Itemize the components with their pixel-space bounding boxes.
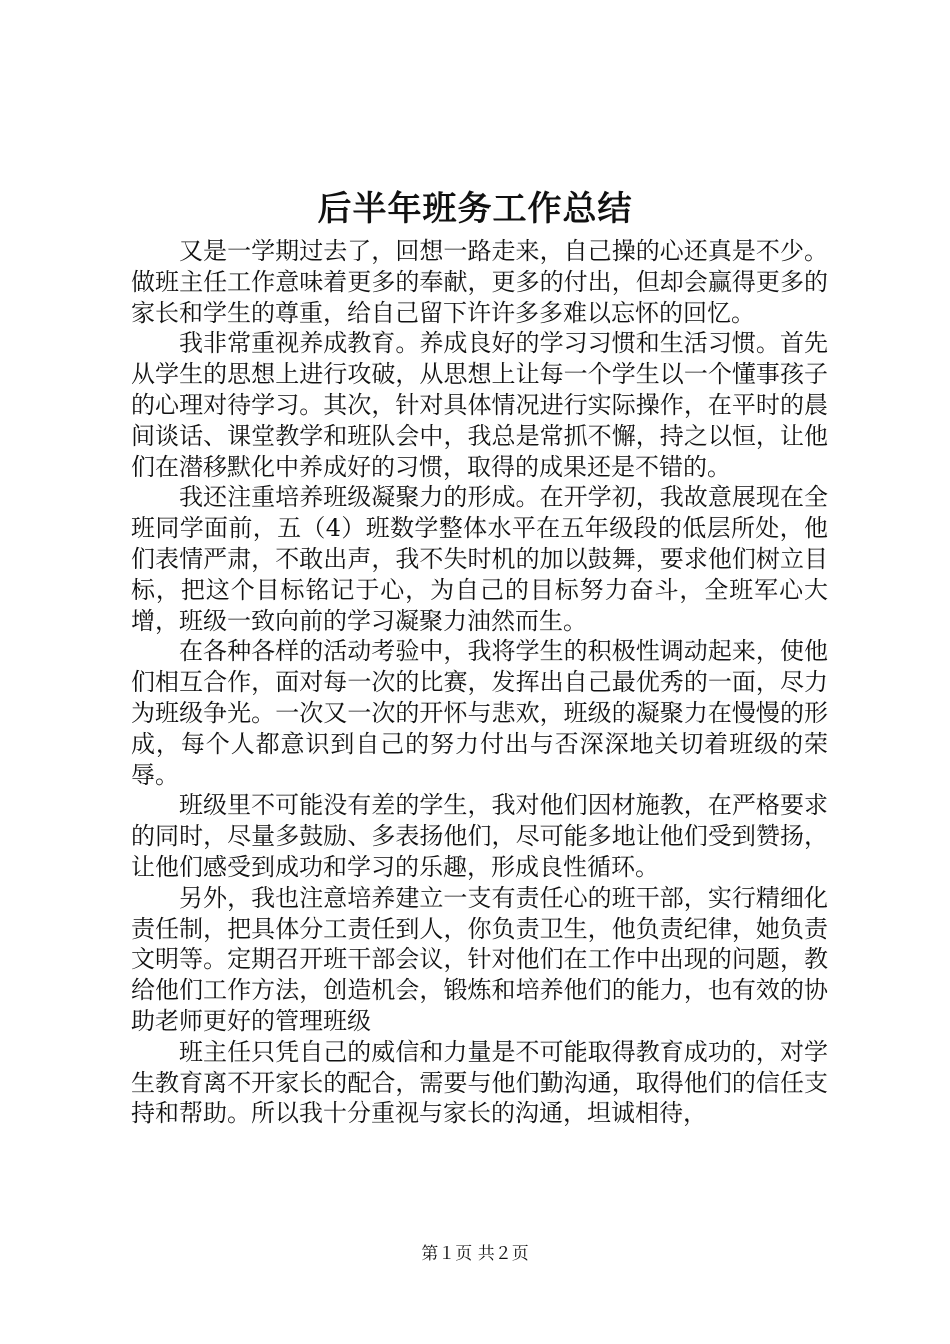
- document-title: 后半年班务工作总结: [317, 189, 633, 229]
- paragraph-7: 班主任只凭自己的威信和力量是不可能取得教育成功的，对学生教育离不开家长的配合，需要与他们勤沟通，取得他们的信任支持和帮助。所以我十分重视与家长的沟通，坦诚相待，: [131, 1037, 828, 1128]
- paragraph-1: 又是一学期过去了，回想一路走来，自己操的心还真是不少。做班主任工作意味着更多的奉献，更多的付出，但却会赢得更多的家长和学生的尊重，给自己留下许许多多难以忘怀的回忆。: [131, 237, 828, 327]
- paragraph-2: 我非常重视养成教育。养成良好的学习习惯和生活习惯。首先从学生的思想上进行攻破，从思想上让每一个学生以一个懂事孩子的心理对待学习。其次，针对具体情况进行实际操作，在平时的晨间谈话、课堂教学和班队会中，我总是常抓不懈，持之以恒，让他们在潜移默化中养成好的习惯，取得的成果还是不错的。: [131, 329, 828, 481]
- paragraph-5: 班级里不可能没有差的学生，我对他们因材施教，在严格要求的同时，尽量多鼓励、多表扬他们，尽可能多地让他们受到赞扬，让他们感受到成功和学习的乐趣，形成良性循环。: [131, 791, 828, 881]
- paragraph-3: 我还注重培养班级凝聚力的形成。在开学初，我故意展现在全班同学面前，五（4）班数学整体水平在五年级段的低层所处，他们表情严肃，不敢出声，我不失时机的加以鼓舞，要求他们树立目标，把这个目标铭记于心，为自己的目标努力奋斗，全班军心大增，班级一致向前的学习凝聚力油然而生。: [131, 483, 828, 635]
- document-body: [131, 236, 828, 1129]
- paragraph-6: 另外，我也注意培养建立一支有责任心的班干部，实行精细化责任制，把具体分工责任到人，你负责卫生，他负责纪律，她负责文明等。定期召开班干部会议，针对他们在工作中出现的问题，教给他们工作方法，创造机会，锻炼和培养他们的能力，也有效的协助老师更好的管理班级: [131, 883, 828, 1035]
- page-footer: 第１页 共２页: [421, 1244, 529, 1264]
- paragraph-4: 在各种各样的活动考验中，我将学生的积极性调动起来，使他们相互合作，面对每一次的比赛，发挥出自己最优秀的一面，尽力为班级争光。一次又一次的开怀与悲欢，班级的凝聚力在慢慢的形成，每个人都意识到自己的努力付出与否深深地关切着班级的荣辱。: [131, 637, 828, 789]
